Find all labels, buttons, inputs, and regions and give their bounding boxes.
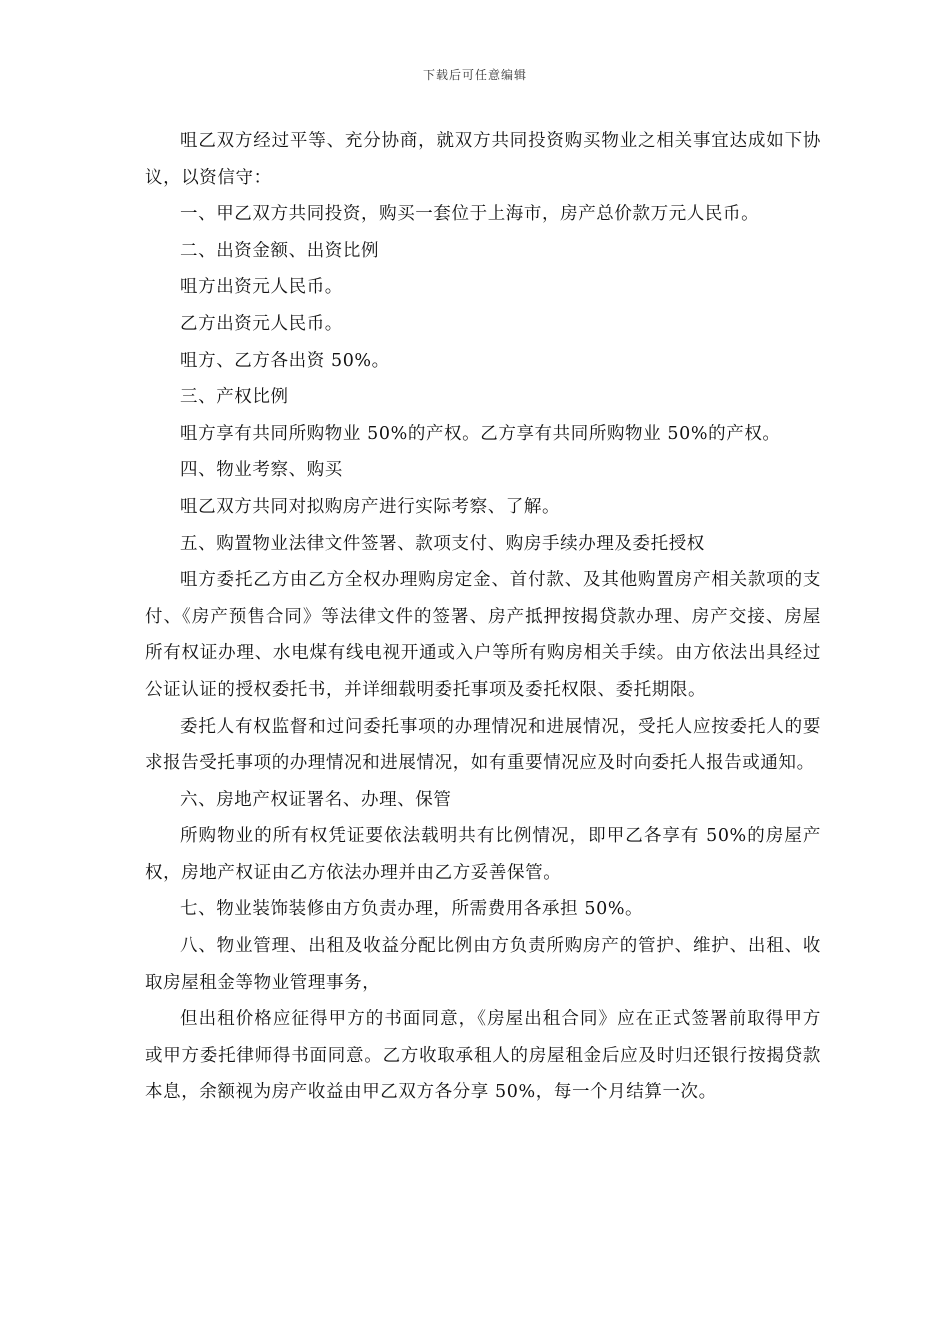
clause-8-body: 但出租价格应征得甲方的书面同意，《房屋出租合同》应在正式签署前取得甲方或甲方委托律师得书面同意。乙方收取承租人的房屋租金后应及时归还银行按揭贷款本息，余额视为房产收益由甲乙双方各分享 50%，每一个月结算一次。	[145, 1009, 821, 1103]
document-body	[145, 123, 821, 1111]
clause-8: 八、物业管理、出租及收益分配比例由方负责所购房产的管护、维护、出租、收取房屋租金等物业管理事务，	[145, 936, 821, 993]
clause-7: 七、物业装饰装修由方负责办理，所需费用各承担 50%。	[180, 899, 644, 920]
clause-1: 一、甲乙双方共同投资，购买一套位于上海市，房产总价款万元人民币。	[180, 204, 760, 225]
header-note: 下载后可任意编辑	[422, 68, 527, 82]
clause-2-party-a: 咀方出资元人民币。	[180, 277, 343, 298]
paragraph-intro: 咀乙双方经过平等、充分协商，就双方共同投资购买物业之相关事宜达成如下协议，以资信守：	[145, 131, 821, 188]
clause-2-party-b: 乙方出资元人民币。	[180, 313, 343, 334]
clause-6-body: 所购物业的所有权凭证要依法载明共有比例情况，即甲乙各享有 50%的房屋产权，房地产权证由乙方依法办理并由乙方妥善保管。	[145, 826, 821, 883]
clause-3-body: 咀方享有共同所购物业 50%的产权。乙方享有共同所购物业 50%的产权。	[180, 423, 781, 444]
clause-3-heading: 三、产权比例	[180, 387, 289, 408]
clause-6-heading: 六、房地产权证署名、办理、保管	[180, 789, 452, 810]
clause-5-heading: 五、购置物业法律文件签署、款项支付、购房手续办理及委托授权	[180, 533, 705, 554]
clause-5-supervision: 委托人有权监督和过问委托事项的办理情况和进展情况，受托人应按委托人的要求报告受托事项的办理情况和进展情况，如有重要情况应及时向委托人报告或通知。	[145, 716, 821, 774]
clause-4-heading: 四、物业考察、购买	[180, 460, 343, 481]
clause-2-ratio: 咀方、乙方各出资 50%。	[180, 350, 390, 371]
clause-4-body: 咀乙双方共同对拟购房产进行实际考察、了解。	[180, 496, 561, 517]
clause-5-body: 咀方委托乙方由乙方全权办理购房定金、首付款、及其他购置房产相关款项的支付、《房产预售合同》等法律文件的签署、房产抵押按揭贷款办理、房产交接、房屋所有权证办理、水电煤有线电视开通或入户等所有购房相关手续。由方依法出具经过公证认证的授权委托书，并详细载明委托事项及委托权限、委托期限。	[145, 570, 821, 700]
clause-2-heading: 二、出资金额、出资比例	[180, 240, 380, 261]
